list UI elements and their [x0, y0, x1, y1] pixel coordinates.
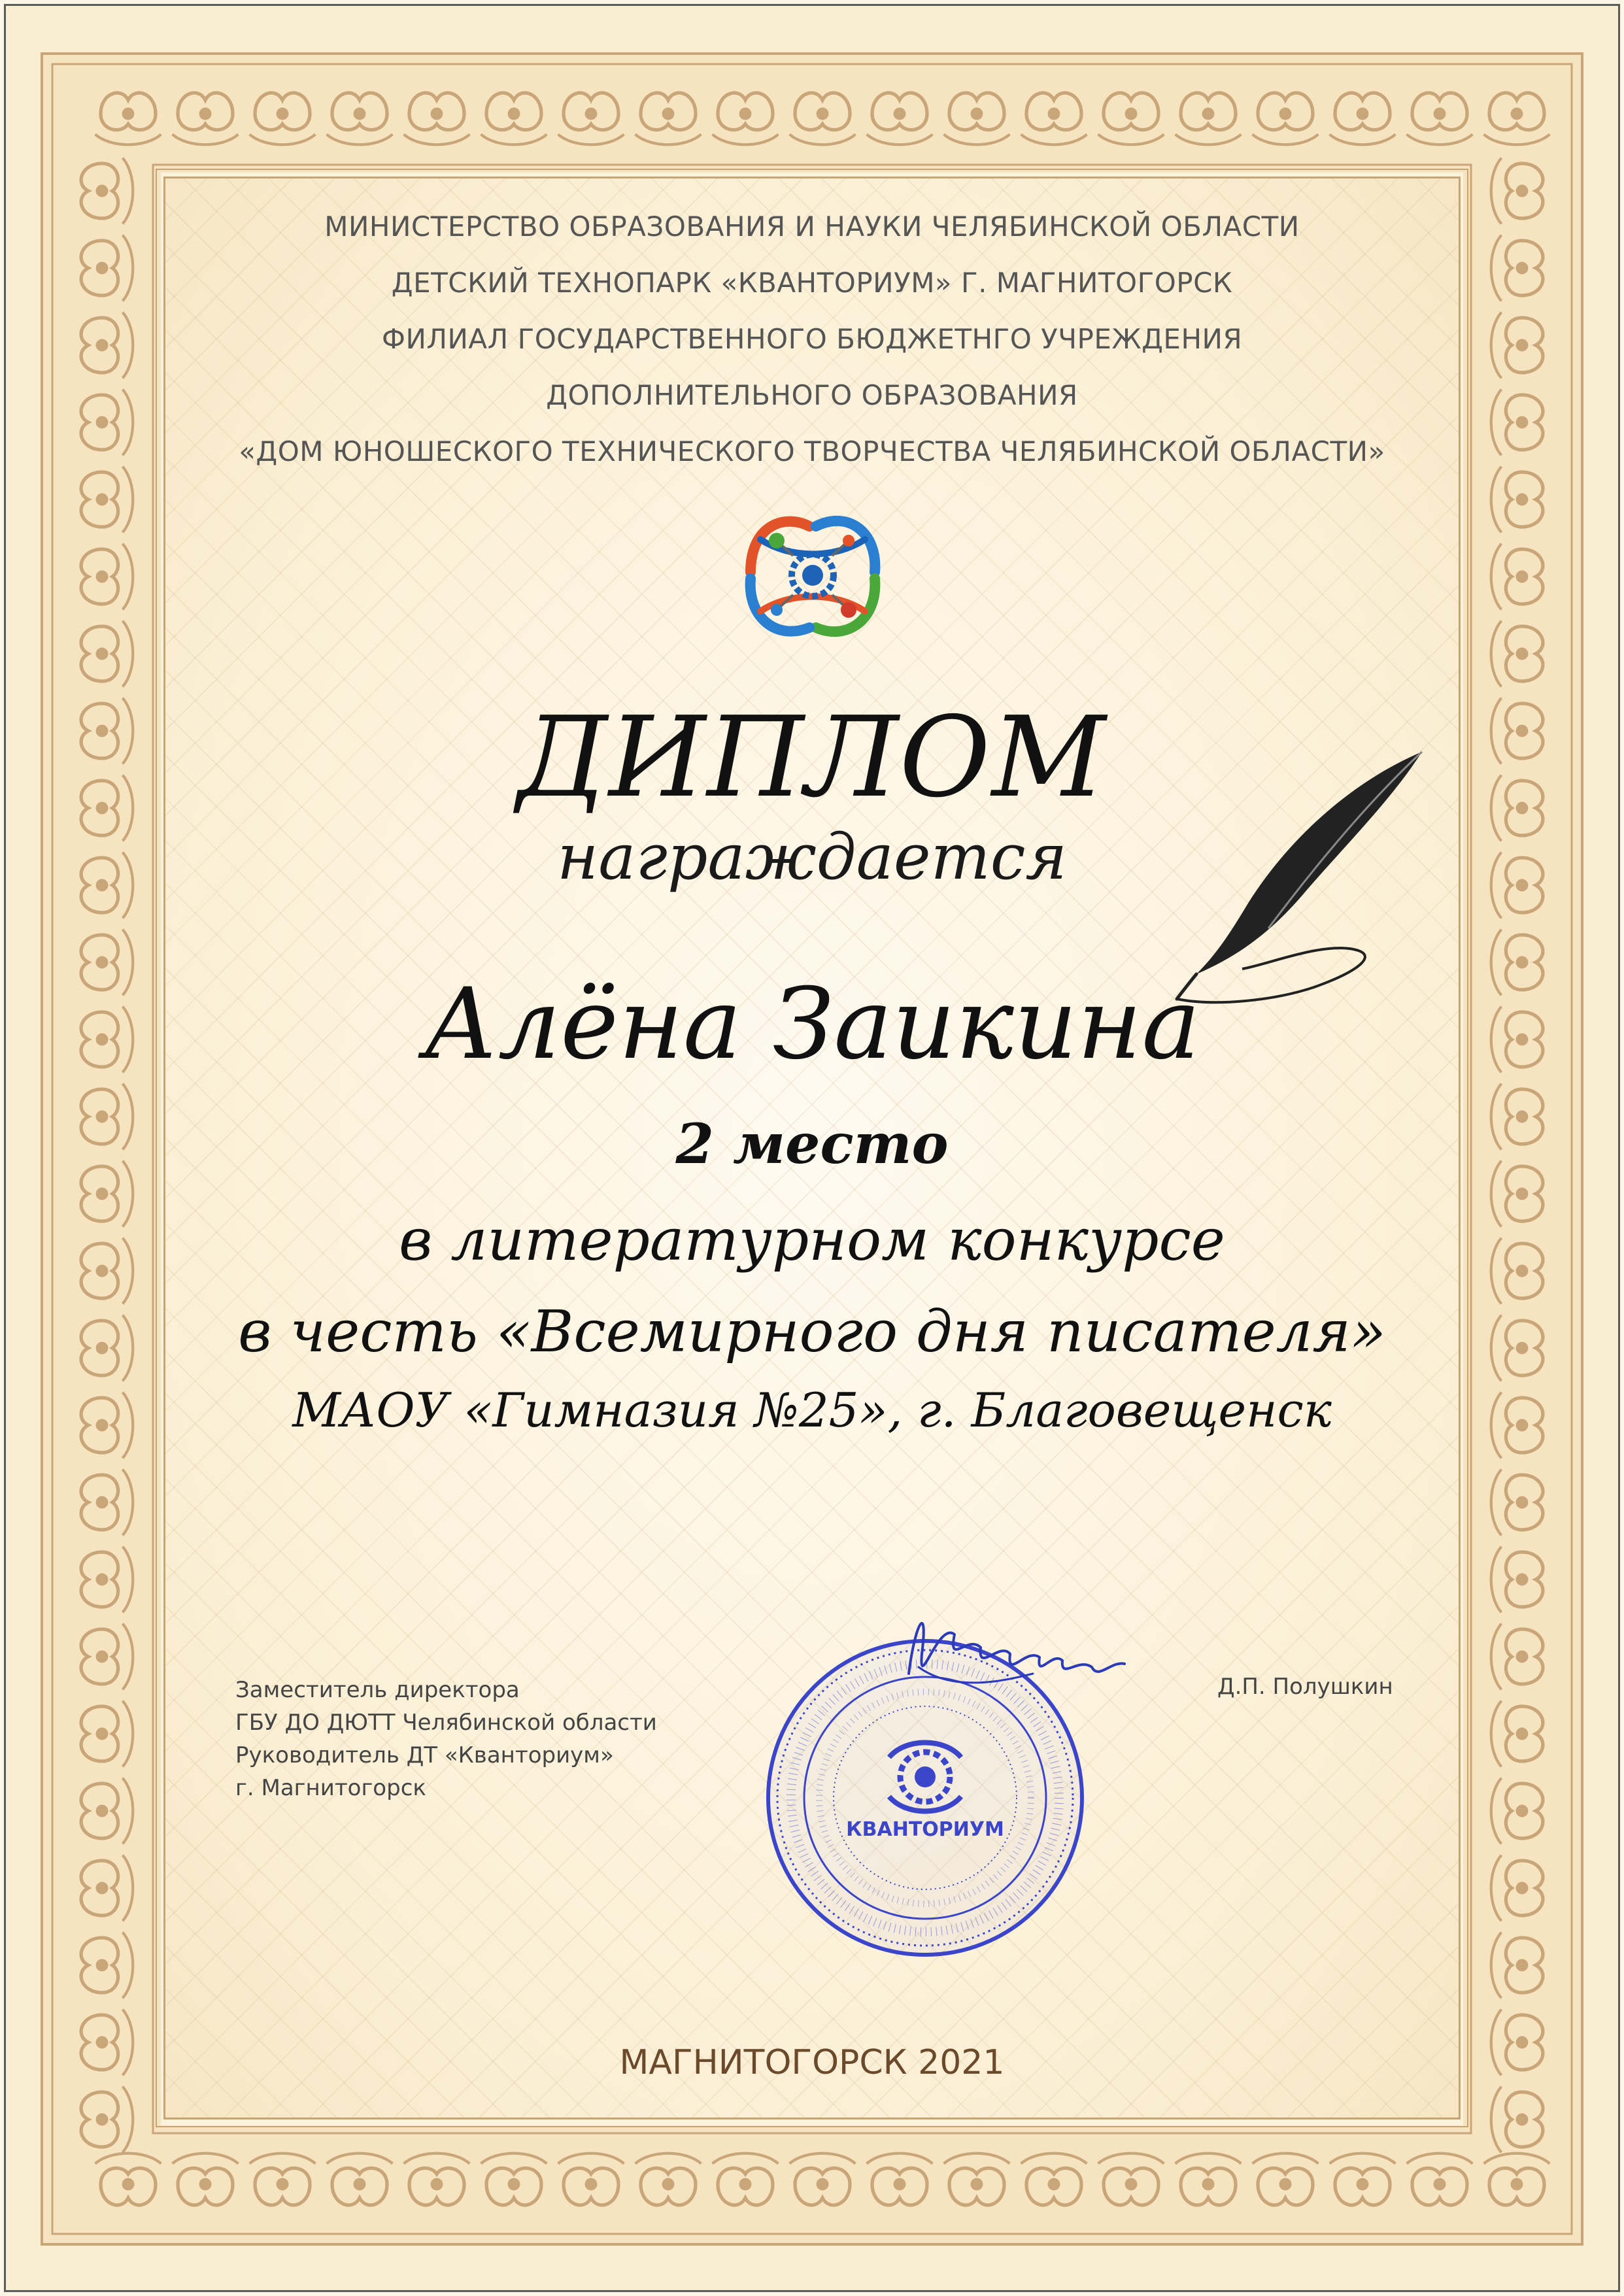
- signatory-line: ГБУ ДО ДЮТТ Челябинской области: [235, 1710, 657, 1736]
- school-line: МАОУ «Гимназия №25», г. Благовещенск: [292, 1383, 1332, 1438]
- place-label: 2 место: [675, 1111, 949, 1176]
- signatory-title: [235, 1674, 657, 1804]
- stamp-center-label: КВАНТОРИУМ: [846, 1818, 1004, 1841]
- signatory-line: г. Магнитогорск: [235, 1775, 426, 1801]
- recipient-name: Алёна Заикина: [424, 968, 1200, 1081]
- awarded-label: награждается: [556, 820, 1068, 894]
- header-line-branch: ФИЛИАЛ ГОСУДАРСТВЕННОГО БЮДЖЕТНГО УЧРЕЖДЕНИЯ: [381, 323, 1243, 355]
- header-line-house: «ДОМ ЮНОШЕСКОГО ТЕХНИЧЕСКОГО ТВОРЧЕСТВА ЧЕЛЯБИНСКОЙ ОБЛАСТИ»: [239, 435, 1385, 467]
- honor-line: в честь «Всемирного дня писателя»: [238, 1298, 1386, 1365]
- official-stamp-icon: [758, 1595, 1151, 1961]
- header-line-technopark: ДЕТСКИЙ ТЕХНОПАРК «КВАНТОРИУМ» Г. МАГНИТОГОРСК: [391, 267, 1233, 299]
- signatory-line: Заместитель директора: [235, 1677, 520, 1703]
- header-line-ministry: МИНИСТЕРСТВО ОБРАЗОВАНИЯ И НАУКИ ЧЕЛЯБИНСКОЙ ОБЛАСТИ: [324, 211, 1300, 243]
- signatory-line: Руководитель ДТ «Кванториум»: [235, 1742, 614, 1768]
- signatory-name: Д.П. Полушкин: [1217, 1674, 1393, 1700]
- kvantorium-logo-icon: [731, 500, 894, 650]
- footer-city-year: МАГНИТОГОРСК 2021: [619, 2043, 1005, 2082]
- diploma-title: ДИПЛОМ: [516, 693, 1107, 822]
- header-line-education: ДОПОЛНИТЕЛЬНОГО ОБРАЗОВАНИЯ: [546, 379, 1078, 411]
- contest-line: в литературном конкурсе: [399, 1206, 1225, 1274]
